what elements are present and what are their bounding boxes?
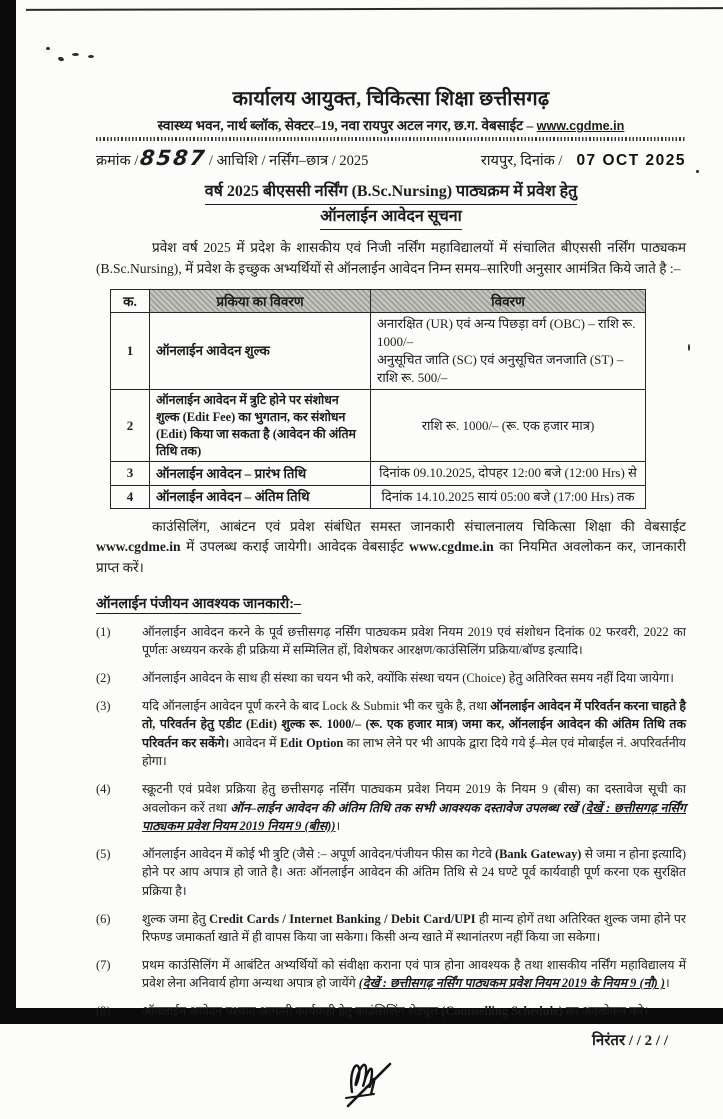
scan-edge-top	[26, 7, 723, 11]
note-item-1	[96, 623, 686, 660]
note-item-8	[96, 1002, 686, 1021]
note-text: ऑनलाईन आवेदन पश्चात् आगामी कार्यवाही हेतु काउंसिलिंग शेड्यूल (Counselling Schedule) का अवलोकन करे।	[142, 1004, 649, 1019]
note-text: ऑनलाईन आवेदन करने के पूर्व छत्तीसगढ़ नर्सिंग पाठ्यकम प्रवेश नियम 2019 एवं संशोधन दिनांक 02 फरवरी, 2022 का पूर्णतः अध्ययन करके ही प्रक्रिया में सम्मिलित हों, विशेषकर आरक्षण/काउंसिलिंग प्रक्रिया/बॉण्ड इत्यादि।	[142, 624, 686, 658]
ink-speck	[688, 344, 690, 351]
ink-speck	[72, 53, 79, 56]
table-row	[111, 390, 646, 462]
dotted-separator	[96, 137, 686, 141]
row-detail	[371, 312, 646, 390]
note-item-4	[96, 780, 686, 836]
note-text: ऑनलाईन आवेदन के साथ ही संस्था का चयन भी करे, क्योंकि संस्था चयन (Choice) हेतु अतिरिक्त समय नहीं दिया जायेगा।	[142, 670, 674, 685]
row-detail: दिनांक 14.10.2025 सायं 05:00 बजे (17:00 Hrs) तक	[371, 485, 646, 508]
note-item-6	[96, 910, 686, 947]
note-item-2	[96, 669, 686, 688]
row-process: ऑनलाईन आवेदन में त्रुटि होने पर संशोधन शुल्क (Edit Fee) का भुगतान, कर संशोधन (Edit) किया जा सकता है (आवेदन की अंतिम तिथि तक)	[150, 390, 371, 462]
note-number: (1)	[96, 624, 111, 639]
org-name: कार्यालय आयुक्त, चिकित्सा शिक्षा छत्तीसगढ़	[232, 88, 550, 110]
table-row	[111, 312, 646, 390]
row-process: ऑनलाईन आवेदन – प्रारंभ तिथि	[150, 462, 371, 485]
handwritten-signature-icon	[338, 1052, 408, 1114]
detail-line: अनुसूचित जाति (SC) एवं अनुसूचित जनजाति (ST) – राशि रू. 500/–	[377, 352, 624, 386]
notice-title	[96, 180, 686, 230]
notice-title-line2: ऑनलाईन आवेदन सूचना	[320, 205, 462, 230]
table-row	[111, 485, 646, 508]
ref-number-handwritten: 8587	[139, 146, 209, 170]
row-sn: 1	[111, 312, 150, 390]
ref-label: क्रमांक /	[96, 153, 139, 169]
note-item-3	[96, 697, 686, 771]
note-text: स्क्रूटनी एवं प्रवेश प्रक्रिया हेतु छत्तीसगढ़ नर्सिंग पाठ्यकम प्रवेश नियम 2019 के नियम 9 (बीस) का दस्तावेज सूची का अवलोकन करें तथा ऑन–लाईन आवेदन की अंतिम तिथि तक सभी आवश्यक दस्तावेज उपलब्ध रखें (देखें : छत्तीसगढ़ नर्सिंग पाठ्यकम प्रवेश नियम 2019 नियम 9 (बीस))।	[142, 781, 686, 834]
note-number: (3)	[96, 698, 111, 713]
section-heading: ऑनलाईन पंजीयन आवश्यक जानकारी:–	[96, 595, 302, 612]
note-number: (5)	[96, 846, 111, 861]
note-item-7	[96, 956, 686, 993]
ink-speck	[696, 170, 699, 173]
detail-line: अनारक्षित (UR) एवं अन्य पिछड़ा वर्ग (OBC) – राशि रू. 1000/–	[377, 315, 636, 349]
row-sn: 4	[111, 485, 150, 508]
address-line	[96, 115, 686, 134]
intro-paragraph: प्रवेश वर्ष 2025 में प्रदेश के शासकीय एवं निजी नर्सिंग महाविद्यालयों में संचालित बीएससी नर्सिंग पाठ्यकम (B.Sc.Nursing), में प्रवेश के इच्छुक अभ्यर्थियों से ऑनलाईन आवेदन निम्न समय–सारिणी अनुसार आमंत्रित किये जाते है :–	[96, 240, 686, 277]
note-item-5	[96, 845, 686, 901]
table-row	[111, 462, 646, 485]
note-number: (4)	[96, 781, 111, 796]
row-detail: दिनांक 09.10.2025, दोपहर 12:00 बजे (12:00 Hrs) से	[371, 462, 646, 485]
row-detail: राशि रू. 1000/– (रू. एक हजार मात्र)	[371, 390, 646, 462]
place-date-label: रायपुर, दिनांक /	[480, 153, 563, 169]
table-header-row	[111, 289, 646, 312]
address-text: स्वास्थ्य भवन, नार्थ ब्लॉक, सेक्टर–19, नवा रायपुर अटल नगर, छ.ग. वेबसाईट –	[157, 118, 537, 133]
notice-title-line1: वर्ष 2025 बीएससी नर्सिंग (B.Sc.Nursing) पाठ्यक्रम में प्रवेश हेतु	[205, 180, 578, 205]
header-sn: क.	[111, 289, 150, 312]
note-text: प्रथम काउंसिलिंग में आबंटित अभ्यर्थियों को संवीक्षा कराना एवं पात्र होना आवश्यक है तथा शासकीय नर्सिंग महाविद्यालय में प्रवेश लेना अनिवार्य होगा अन्यथा अपात्र हो जायेंगे (देखें : छत्तीसगढ़ नर्सिंग पाठ्यकम प्रवेश नियम 2019 के नियम 9 (नौ) )।	[142, 957, 686, 991]
note-number: (6)	[96, 911, 111, 926]
ink-speck	[88, 55, 94, 58]
header-process: प्रकिया का विवरण	[150, 289, 371, 312]
document-page	[96, 84, 686, 1114]
row-process: ऑनलाईन आवेदन शुल्क	[150, 312, 371, 390]
date-stamp: 07 OCT 2025	[576, 152, 686, 169]
reference-row	[96, 148, 686, 170]
continued-marker: निरंतर / / 2 / /	[592, 1032, 668, 1049]
header-detail: विवरण	[371, 289, 646, 312]
ref-rest: / आचिशि / नर्सिंग–छात्र / 2025	[208, 153, 369, 169]
note-text: शुल्क जमा हेतु Credit Cards / Internet Banking / Debit Card/UPI ही मान्य होगें तथा अतिरिक्त शुल्क जमा होने पर रिफण्ड जमाकर्ता खाते में ही वापस किया जा सकेगा। किसी अन्य खाते में स्थानांतरण नहीं किया जा सकेगा।	[142, 911, 686, 945]
note-text: यदि ऑनलाईन आवेदन पूर्ण करने के बाद Lock & Submit भी कर चुके है, तथा ऑनलाईन आवेदन में परिवर्तन करना चाहते है तो, परिवर्तन हेतु एडीट (Edit) शुल्क रू. 1000/– (रू. एक हजार मात्र) जमा कर, ऑनलाईन आवेदन की अंतिम तिथि तक परिवर्तन कर सकेंगे। आवेदन में Edit Option का लाभ लेने पर भी आपके द्वारा दिये गये ई–मेल एवं मोबाईल नं. अपरिवर्तनीय होगा।	[142, 698, 686, 769]
info-paragraph: काउंसिलिंग, आबंटन एवं प्रवेश संबंधित समस्त जानकारी संचालनालय चिकित्सा शिक्षा की वेबसाईट www.cgdme.in में उपलब्ध कराई जायेगी। आवेदक वेबसाईट www.cgdme.in का नियमित अवलोकन कर, जानकारी प्राप्त करें।	[96, 518, 686, 576]
notes-list	[96, 623, 686, 1021]
scan-edge-left	[0, 0, 16, 1024]
row-sn: 3	[111, 462, 150, 485]
schedule-table	[110, 289, 646, 509]
note-number: (7)	[96, 957, 111, 972]
row-process: ऑनलाईन आवेदन – अंतिम तिथि	[150, 485, 371, 508]
note-text: ऑनलाईन आवेदन में कोई भी त्रुटि (जैसे :– अपूर्ण आवेदन/पंजीयन फीस का गेटवे (Bank Gateway) से जमा न होना इत्यादि) होने पर आप अपात्र हो जाते है। अतः ऑनलाईन आवेदन की अंतिम तिथि से 24 घण्टे पूर्व कार्यवाही पूर्ण करना एक सुरक्षित प्रक्रिया है।	[142, 846, 687, 899]
website-link: www.cgdme.in	[536, 119, 625, 133]
ink-speck	[46, 47, 50, 50]
note-number: (8)	[96, 1004, 111, 1019]
row-sn: 2	[111, 390, 150, 462]
note-number: (2)	[96, 670, 111, 685]
ink-speck	[57, 56, 64, 62]
